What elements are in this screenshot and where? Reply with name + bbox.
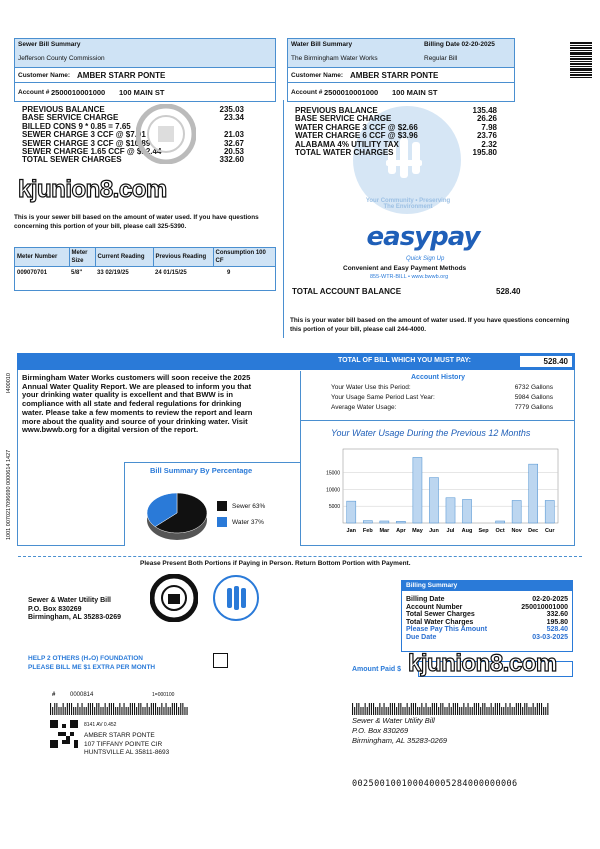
summary-row-due: Due Date 03-03-2025 xyxy=(406,633,568,641)
barcode-bar xyxy=(98,703,99,715)
barcode-bar xyxy=(168,707,169,715)
barcode-bar xyxy=(434,703,435,715)
summary-row: Billing Date 02-20-2025 xyxy=(406,596,568,603)
barcode-bar xyxy=(541,703,542,715)
barcode-bar xyxy=(136,707,137,715)
hash-number: 0000814 xyxy=(70,692,94,698)
barcode-bar xyxy=(411,703,412,715)
addr-code: 8141 AV 0.452 xyxy=(84,722,117,728)
barcode-bar xyxy=(430,707,431,715)
barcode-bar xyxy=(472,707,473,715)
foundation-note: HELP 2 OTHERS (H₂O) FOUNDATION PLEASE BILL ME $1 EXTRA PER MONTH xyxy=(28,655,156,671)
barcode-bar xyxy=(365,703,366,715)
barcode-bar xyxy=(178,707,179,715)
return-address: Sewer & Water Utility Bill P.O. Box 830269 Birmingham, AL 35283-0269 xyxy=(352,716,448,745)
quality-message: Birmingham Water Works customers will soon receive the 2025 Annual Water Quality Report. We are pleased to inform you that your drinking water quality is excellent and that BWW is in compliance with all state and federal regulations for drinking water. Please take a few moments to review the report and learn more about the quality and source of your drinking water. Visit www.bwwb.org for a digital version of the report. xyxy=(22,373,253,435)
barcode-bar xyxy=(379,703,380,715)
water-total-label: TOTAL ACCOUNT BALANCE xyxy=(292,287,402,296)
sewer-item: TOTAL SEWER CHARGES 332.60 xyxy=(22,155,244,165)
barcode-bar xyxy=(92,703,93,715)
barcode-bar xyxy=(432,703,433,715)
barcode-bar xyxy=(476,703,477,715)
barcode-bar xyxy=(407,703,408,715)
easypay-logo xyxy=(358,222,488,252)
sewer-item: PREVIOUS BALANCE 235.03 xyxy=(22,105,244,114)
barcode-bar xyxy=(166,703,167,715)
barcode-bar xyxy=(421,703,422,715)
barcode-bar xyxy=(453,703,454,715)
water-item: WATER CHARGE 6 CCF @ $3.96 23.76 xyxy=(295,131,497,141)
barcode-bar xyxy=(501,707,502,715)
barcode-bar xyxy=(394,703,395,715)
sewer-item: BILLED CONS 9 * 0.85 = 7.65 xyxy=(22,121,131,131)
barcode-bar xyxy=(119,703,120,715)
tear-line xyxy=(18,556,582,557)
sewer-item: BASE SERVICE CHARGE 23.34 xyxy=(22,113,244,123)
x-tick-label: Dec xyxy=(528,528,539,534)
usage-chart-panel xyxy=(300,421,575,546)
barcode-bar xyxy=(480,707,481,715)
barcode-bar xyxy=(518,703,519,715)
barcode-bar xyxy=(451,707,452,715)
barcode-bar xyxy=(69,703,70,715)
barcode-bar xyxy=(180,703,181,715)
bar-mar xyxy=(380,521,389,523)
barcode-bar xyxy=(352,703,353,715)
sewer-address: 100 MAIN ST xyxy=(119,88,165,97)
barcode-bar xyxy=(514,707,515,715)
bar-jan xyxy=(347,501,356,523)
barcode-bar xyxy=(82,703,83,715)
barcode-bar xyxy=(423,707,424,715)
barcode-bar xyxy=(121,707,122,715)
barcode-bar xyxy=(159,707,160,715)
barcode-bar xyxy=(533,703,534,715)
barcode-bar xyxy=(63,703,64,715)
pie-title: Bill Summary By Percentage xyxy=(150,466,253,475)
sewer-summary-box xyxy=(14,38,276,102)
x-tick-label: Apr xyxy=(396,528,406,534)
side-code-2: 1001 0070217096690 0000614 1427 xyxy=(6,449,12,540)
barcode-bar xyxy=(138,703,139,715)
sewer-item: SEWER CHARGE 1.65 CCF @ $12.44 20.53 xyxy=(22,147,244,157)
legend-sewer-label: Sewer 63% xyxy=(232,502,266,510)
water-works-seal-small xyxy=(212,574,260,622)
sewer-account-label: Account # xyxy=(18,89,50,96)
x-tick-label: Oct xyxy=(495,528,505,534)
legend-water-swatch xyxy=(217,517,227,527)
total-pay-amount: 528.40 xyxy=(519,355,573,368)
barcode-bar xyxy=(130,703,131,715)
billing-summary-title: Billing Summary xyxy=(402,581,572,591)
barcode-bar xyxy=(457,703,458,715)
county-seal-small xyxy=(150,574,198,622)
barcode-bar xyxy=(174,703,175,715)
barcode-bar xyxy=(56,703,57,715)
stub-payee: Sewer & Water Utility Bill P.O. Box 830269 Birmingham, AL 35283-0269 xyxy=(28,597,121,621)
barcode-bar xyxy=(140,703,141,715)
barcode-bar xyxy=(381,707,382,715)
barcode-bar xyxy=(54,703,55,715)
sewer-account-number: 2500010001000 xyxy=(51,88,106,97)
bar-jun xyxy=(429,478,438,523)
barcode-bar xyxy=(438,707,439,715)
barcode-bar xyxy=(363,707,364,715)
barcode-bar xyxy=(390,703,391,715)
barcode-bar xyxy=(65,707,66,715)
bar-aug xyxy=(462,499,471,523)
barcode-bar xyxy=(117,707,118,715)
barcode-bar xyxy=(132,703,133,715)
barcode-bar xyxy=(497,703,498,715)
pie-panel xyxy=(124,462,300,546)
barcode-bar xyxy=(134,703,135,715)
barcode-bar xyxy=(543,707,544,715)
barcode-bar xyxy=(465,707,466,715)
sewer-customer-name: AMBER STARR PONTE xyxy=(77,71,166,80)
water-company: The Birmingham Water Works xyxy=(291,55,378,62)
barcode-bar xyxy=(402,707,403,715)
barcode-bar xyxy=(88,703,89,715)
x-tick-label: Mar xyxy=(379,528,390,534)
barcode-bar xyxy=(61,707,62,715)
county-seal xyxy=(136,104,196,164)
x-tick-label: Jan xyxy=(346,528,357,534)
barcode-bar xyxy=(103,707,104,715)
summary-row: Account Number 250010001000 xyxy=(406,603,568,611)
water-account-number: 2500010001000 xyxy=(324,88,379,97)
barcode-bar xyxy=(107,707,108,715)
water-customer-label: Customer Name: xyxy=(291,72,344,79)
barcode-bar xyxy=(371,703,372,715)
barcode-bar xyxy=(161,703,162,715)
legend-water xyxy=(217,517,265,527)
barcode-bar xyxy=(419,707,420,715)
barcode-bar xyxy=(463,703,464,715)
easypay-phone: 855-WTR-BILL • www.bwwb.org xyxy=(370,274,449,280)
meter-col-previous: Previous Reading xyxy=(153,248,213,267)
meter-row: 009070701 5/8" 33 02/19/25 24 01/15/25 9 xyxy=(17,270,231,276)
bar-dec xyxy=(529,464,538,523)
barcode-bar xyxy=(405,707,406,715)
barcode-bar xyxy=(398,703,399,715)
y-tick-label: 15000 xyxy=(326,470,340,477)
postal-barcode-left xyxy=(50,703,190,715)
barcode-bar xyxy=(428,707,429,715)
barcode-bar xyxy=(400,703,401,715)
barcode-bar xyxy=(484,703,485,715)
foundation-checkbox[interactable] xyxy=(213,653,228,668)
sewer-item: SEWER CHARGE 3 CCF @ $7.01 21.03 xyxy=(22,130,244,140)
easypay-sub: Quick Sign Up xyxy=(406,256,445,262)
water-note: This is your water bill based on the amount of water used. If you have questions concerning this portion of your bill, please call 244-4000. xyxy=(290,317,570,333)
barcode-bar xyxy=(187,707,188,715)
water-customer-row xyxy=(288,67,514,83)
barcode-bar xyxy=(111,703,112,715)
barcode-bar xyxy=(73,707,74,715)
barcode-bar xyxy=(375,707,376,715)
barcode-bar xyxy=(147,703,148,715)
bar-may xyxy=(413,457,422,523)
history-title: Account History xyxy=(411,374,466,381)
recipient-address: AMBER STARR PONTE 107 TIFFANY POINTE CIR HUNTSVILLE AL 35811-8693 xyxy=(84,732,170,756)
summary-row: Total Water Charges 195.80 xyxy=(406,618,568,626)
water-item: PREVIOUS BALANCE 135.48 xyxy=(295,106,497,115)
barcode-bar xyxy=(449,703,450,715)
billing-summary-box xyxy=(401,580,573,652)
sewer-customer-row xyxy=(15,67,275,83)
meter-col-consumption: Consumption 100 CF xyxy=(213,248,275,267)
water-total-amount: 528.40 xyxy=(496,287,521,296)
vertical-divider xyxy=(283,100,284,338)
water-account-row xyxy=(288,83,514,101)
barcode-bar xyxy=(124,703,125,715)
legend-water-label: Water 37% xyxy=(232,518,264,526)
total-pay-bar xyxy=(17,353,575,370)
total-pay-label: TOTAL OF BILL WHICH YOU MUST PAY: xyxy=(338,357,472,364)
small-code: 1=000100 xyxy=(152,692,175,698)
watermark-bottom: kjunion8.com xyxy=(408,650,557,677)
bar-cur xyxy=(545,500,554,523)
barcode-bar xyxy=(354,707,355,715)
water-summary-box xyxy=(287,38,515,102)
water-item: WATER CHARGE 3 CCF @ $2.66 7.98 xyxy=(295,122,497,132)
barcode-bar xyxy=(384,703,385,715)
amount-paid-label: Amount Paid $ xyxy=(352,666,402,673)
barcode-bar xyxy=(526,703,527,715)
sewer-line-items xyxy=(22,106,244,165)
legend-sewer xyxy=(217,501,265,511)
barcode-bar xyxy=(84,707,85,715)
barcode-bar xyxy=(79,707,80,715)
bar-nov xyxy=(512,500,521,523)
barcode-bar xyxy=(142,707,143,715)
barcode-bar xyxy=(442,703,443,715)
barcode-bar xyxy=(489,707,490,715)
barcode-bar xyxy=(535,707,536,715)
summary-row: Total Sewer Charges 332.60 xyxy=(406,611,568,619)
barcode-bar xyxy=(493,707,494,715)
barcode-bar xyxy=(495,703,496,715)
x-tick-label: Feb xyxy=(362,528,373,534)
barcode-bar xyxy=(522,707,523,715)
meter-table xyxy=(14,247,276,291)
barcode-bar xyxy=(182,703,183,715)
barcode-bar xyxy=(396,707,397,715)
sewer-customer-label: Customer Name: xyxy=(18,72,71,79)
summary-row-pay: Please Pay This Amount 528.40 xyxy=(406,626,568,634)
barcode-bar xyxy=(478,703,479,715)
barcode-bar xyxy=(369,703,370,715)
easypay-tagline: Convenient and Easy Payment Methods xyxy=(343,265,467,272)
water-billing-date: Billing Date 02-20-2025 xyxy=(424,41,495,48)
barcode-bar xyxy=(392,703,393,715)
barcode-bar xyxy=(539,703,540,715)
barcode-bar xyxy=(470,707,471,715)
barcode-bar xyxy=(386,707,387,715)
barcode-bar xyxy=(151,703,152,715)
barcode-bar xyxy=(545,707,546,715)
qr-code-icon xyxy=(50,720,78,748)
barcode-bar xyxy=(77,703,78,715)
x-tick-label: Aug xyxy=(461,528,473,534)
barcode-bar xyxy=(356,703,357,715)
sewer-account-row xyxy=(15,83,275,101)
barcode-bar xyxy=(499,703,500,715)
top-barcode xyxy=(570,42,592,78)
barcode-bar xyxy=(94,707,95,715)
water-header: Water Bill Summary xyxy=(291,41,353,48)
side-code-1: I400010 xyxy=(6,373,12,393)
postal-barcode-right xyxy=(352,703,552,715)
sewer-item: SEWER CHARGE 3 CCF @ $10.89 32.67 xyxy=(22,138,244,148)
barcode-bar xyxy=(528,707,529,715)
barcode-bar xyxy=(503,707,504,715)
barcode-bar xyxy=(176,703,177,715)
barcode-bar xyxy=(409,707,410,715)
barcode-bar xyxy=(113,703,114,715)
barcode-bar xyxy=(172,703,173,715)
barcode-bar xyxy=(170,707,171,715)
x-tick-label: Nov xyxy=(511,528,522,534)
account-history xyxy=(300,371,575,421)
barcode-bar xyxy=(109,703,110,715)
barcode-bar xyxy=(486,707,487,715)
present-note: Please Present Both Portions if Paying in Person. Return Bottom Portion with Payment. xyxy=(140,560,411,567)
usage-chart-title: Your Water Usage During the Previous 12 Months xyxy=(331,428,531,438)
barcode-bar xyxy=(149,707,150,715)
barcode-bar xyxy=(436,703,437,715)
barcode-bar xyxy=(520,703,521,715)
history-row: Your Usage Same Period Last Year: 5984 Gallons xyxy=(331,394,553,401)
barcode-bar xyxy=(444,707,445,715)
barcode-bar xyxy=(50,703,51,715)
usage-chart xyxy=(311,445,566,545)
meter-col-current: Current Reading xyxy=(95,248,153,267)
barcode-bar xyxy=(184,707,185,715)
x-tick-label: Sep xyxy=(478,528,489,534)
barcode-bar xyxy=(531,707,532,715)
barcode-bar xyxy=(516,703,517,715)
y-tick-label: 5000 xyxy=(328,504,340,511)
barcode-bar xyxy=(96,703,97,715)
bar-feb xyxy=(363,521,372,523)
barcode-bar xyxy=(491,703,492,715)
bar-apr xyxy=(396,521,405,523)
barcode-bar xyxy=(373,703,374,715)
barcode-bar xyxy=(163,707,164,715)
barcode-bar xyxy=(126,707,127,715)
sewer-header: Sewer Bill Summary xyxy=(18,41,81,48)
hash-mark: # xyxy=(52,692,56,698)
barcode-bar xyxy=(75,707,76,715)
pie-chart xyxy=(145,481,209,541)
water-bill-type: Regular Bill xyxy=(424,55,458,62)
barcode-bar xyxy=(512,707,513,715)
meter-col-number: Meter Number xyxy=(15,248,69,267)
y-tick-label: 10000 xyxy=(326,487,340,494)
barcode-bar xyxy=(115,707,116,715)
barcode-bar xyxy=(482,703,483,715)
seal-text: Your Community • Preserving The Environment xyxy=(365,198,451,210)
barcode-bar xyxy=(155,703,156,715)
barcode-bar xyxy=(145,707,146,715)
barcode-bar xyxy=(128,707,129,715)
barcode-bar xyxy=(447,707,448,715)
barcode-bar xyxy=(86,707,87,715)
water-item: TOTAL WATER CHARGES 195.80 xyxy=(295,148,497,158)
barcode-bar xyxy=(100,707,101,715)
x-tick-label: Jul xyxy=(446,528,455,534)
barcode-bar xyxy=(58,707,59,715)
barcode-bar xyxy=(377,707,378,715)
water-address: 100 MAIN ST xyxy=(392,88,438,97)
barcode-bar xyxy=(105,703,106,715)
history-row: Your Water Use this Period: 6732 Gallons xyxy=(331,384,553,391)
barcode-bar xyxy=(468,703,469,715)
water-item: ALABAMA 4% UTILITY TAX 2.32 xyxy=(295,139,497,149)
barcode-bar xyxy=(537,703,538,715)
barcode-bar xyxy=(459,707,460,715)
x-tick-label: Cur xyxy=(544,528,555,534)
barcode-bar xyxy=(505,703,506,715)
barcode-bar xyxy=(71,703,72,715)
water-line-items xyxy=(295,107,497,157)
barcode-bar xyxy=(426,703,427,715)
barcode-bar xyxy=(358,703,359,715)
barcode-bar xyxy=(440,703,441,715)
barcode-bar xyxy=(52,707,53,715)
sewer-commission: Jefferson County Commission xyxy=(18,55,105,62)
x-tick-label: May xyxy=(412,528,423,534)
barcode-bar xyxy=(510,703,511,715)
watermark-top: kjunion8.com xyxy=(18,176,167,203)
barcode-bar xyxy=(157,707,158,715)
barcode-bar xyxy=(507,707,508,715)
bar-oct xyxy=(496,521,505,523)
x-tick-label: Jun xyxy=(429,528,439,534)
barcode-bar xyxy=(417,707,418,715)
water-account-label: Account # xyxy=(291,89,323,96)
barcode-bar xyxy=(67,703,68,715)
sewer-note: This is your sewer bill based on the amount of water used. If you have questions concerning this portion of your bill, please call 325-5390. xyxy=(14,214,259,230)
water-customer-name: AMBER STARR PONTE xyxy=(350,71,439,80)
scanline: 002500100100040005284000000006 xyxy=(352,779,518,789)
barcode-bar xyxy=(524,703,525,715)
barcode-bar xyxy=(413,703,414,715)
barcode-bar xyxy=(474,703,475,715)
meter-col-size: Meter Size xyxy=(69,248,95,267)
barcode-bar xyxy=(388,707,389,715)
history-row: Average Water Usage: 7779 Gallons xyxy=(331,404,553,411)
water-item: BASE SERVICE CHARGE 26.26 xyxy=(295,114,497,124)
pie-legend xyxy=(217,501,265,527)
barcode-bar xyxy=(153,703,154,715)
barcode-bar xyxy=(360,707,361,715)
easypay-wordmark: easypay xyxy=(366,222,480,252)
barcode-bar xyxy=(547,703,548,715)
barcode-bar xyxy=(415,703,416,715)
barcode-bar xyxy=(461,707,462,715)
barcode-bar xyxy=(367,707,368,715)
legend-sewer-swatch xyxy=(217,501,227,511)
bar-jul xyxy=(446,498,455,523)
barcode-bar xyxy=(455,703,456,715)
barcode-bar xyxy=(90,703,91,715)
